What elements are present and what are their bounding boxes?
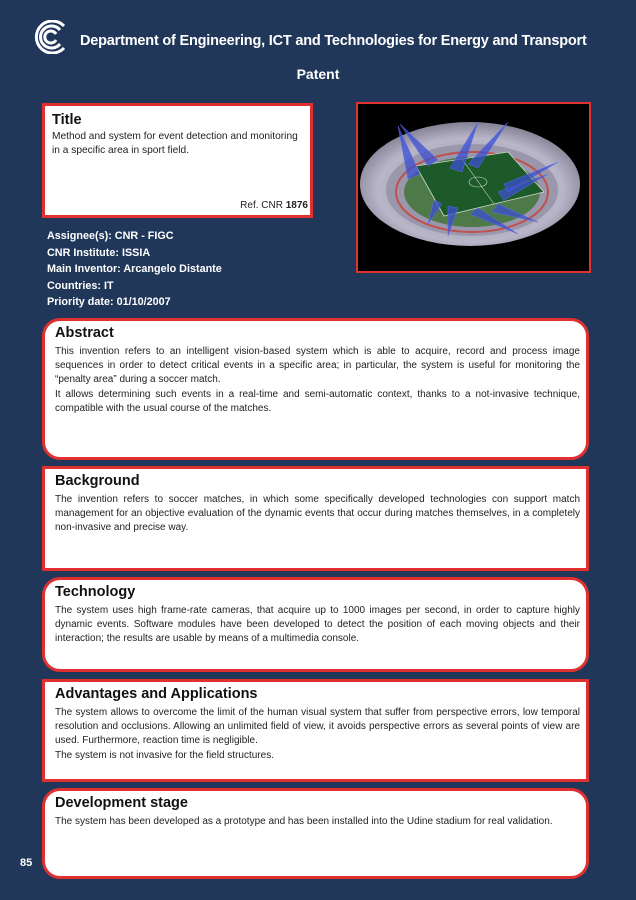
background-card (42, 466, 589, 571)
ref-number: 1876 (285, 200, 308, 211)
countries: Countries: IT (47, 279, 114, 292)
development-card (42, 788, 589, 879)
abstract-card (42, 318, 589, 460)
institute: CNR Institute: ISSIA (47, 246, 151, 259)
background-heading: Background (55, 473, 140, 489)
advantages-card (42, 679, 589, 782)
title-text: Method and system for event detection and monitoring in a specific area in sport field. (52, 131, 298, 156)
reference-number (240, 200, 308, 211)
development-heading: Development stage (55, 795, 188, 811)
technology-text: The system uses high frame-rate cameras, that acquire up to 1000 images per second, in order to capture highly dynamic events. Software modules have been developed to detect the position of each moving objects and their interaction; the results are usable by means of a multimedia console. (55, 605, 580, 645)
development-body (55, 815, 580, 829)
stadium-camera-illustration (356, 102, 591, 273)
advantages-heading: Advantages and Applications (55, 686, 258, 702)
ref-prefix: Ref. CNR (240, 200, 283, 211)
assignees: Assignee(s): CNR - FIGC (47, 230, 174, 242)
section-label: Patent (296, 66, 340, 82)
background-body (55, 493, 580, 536)
main-inventor: Main Inventor: Arcangelo Distante (47, 263, 222, 276)
department-title: Department of Engineering, ICT and Technologies for Energy and Transport (80, 33, 587, 49)
abstract-paragraph: This invention refers to an intelligent vision-based system which is able to acquire, record and process image sequences in order to detect critical events in a specific area; in particular, the system is useful for monitoring the “penalty area” during a soccer match. (55, 346, 580, 386)
technology-body (55, 604, 580, 647)
title-box (42, 103, 313, 218)
patent-meta (47, 228, 222, 311)
title-heading: Title (52, 112, 82, 128)
priority-date: Priority date: 01/10/2007 (47, 296, 171, 309)
background-text: The invention refers to soccer matches, in which some specifically developed technologies con support match management for an objective evaluation of the dynamic events that occur during matches themselves, in a completely non-invasive and precise way. (55, 494, 580, 534)
development-text: The system has been developed as a prototype and has been installed into the Udine stadium for real validation. (55, 816, 553, 827)
advantages-paragraph: The system is not invasive for the field structures. (55, 749, 274, 761)
technology-card (42, 577, 589, 672)
abstract-paragraph: It allows determining such events in a real-time and semi-automatic context, thanks to a not-invasive technique, compatible with the usual course of the matches. (55, 388, 580, 414)
abstract-body (55, 345, 580, 416)
abstract-heading: Abstract (55, 325, 114, 341)
page-number: 85 (20, 857, 33, 869)
cnr-logo (30, 20, 68, 54)
advantages-body (55, 706, 580, 763)
advantages-paragraph: The system allows to overcome the limit of the human visual system that suffer from perspective errors, low temporal resolution and occlusions. Allowing an unlimited field of view, it avoids perspective errors as several points of view are used. Furthermore, reaction time is negligible. (55, 707, 580, 747)
technology-heading: Technology (55, 584, 136, 600)
